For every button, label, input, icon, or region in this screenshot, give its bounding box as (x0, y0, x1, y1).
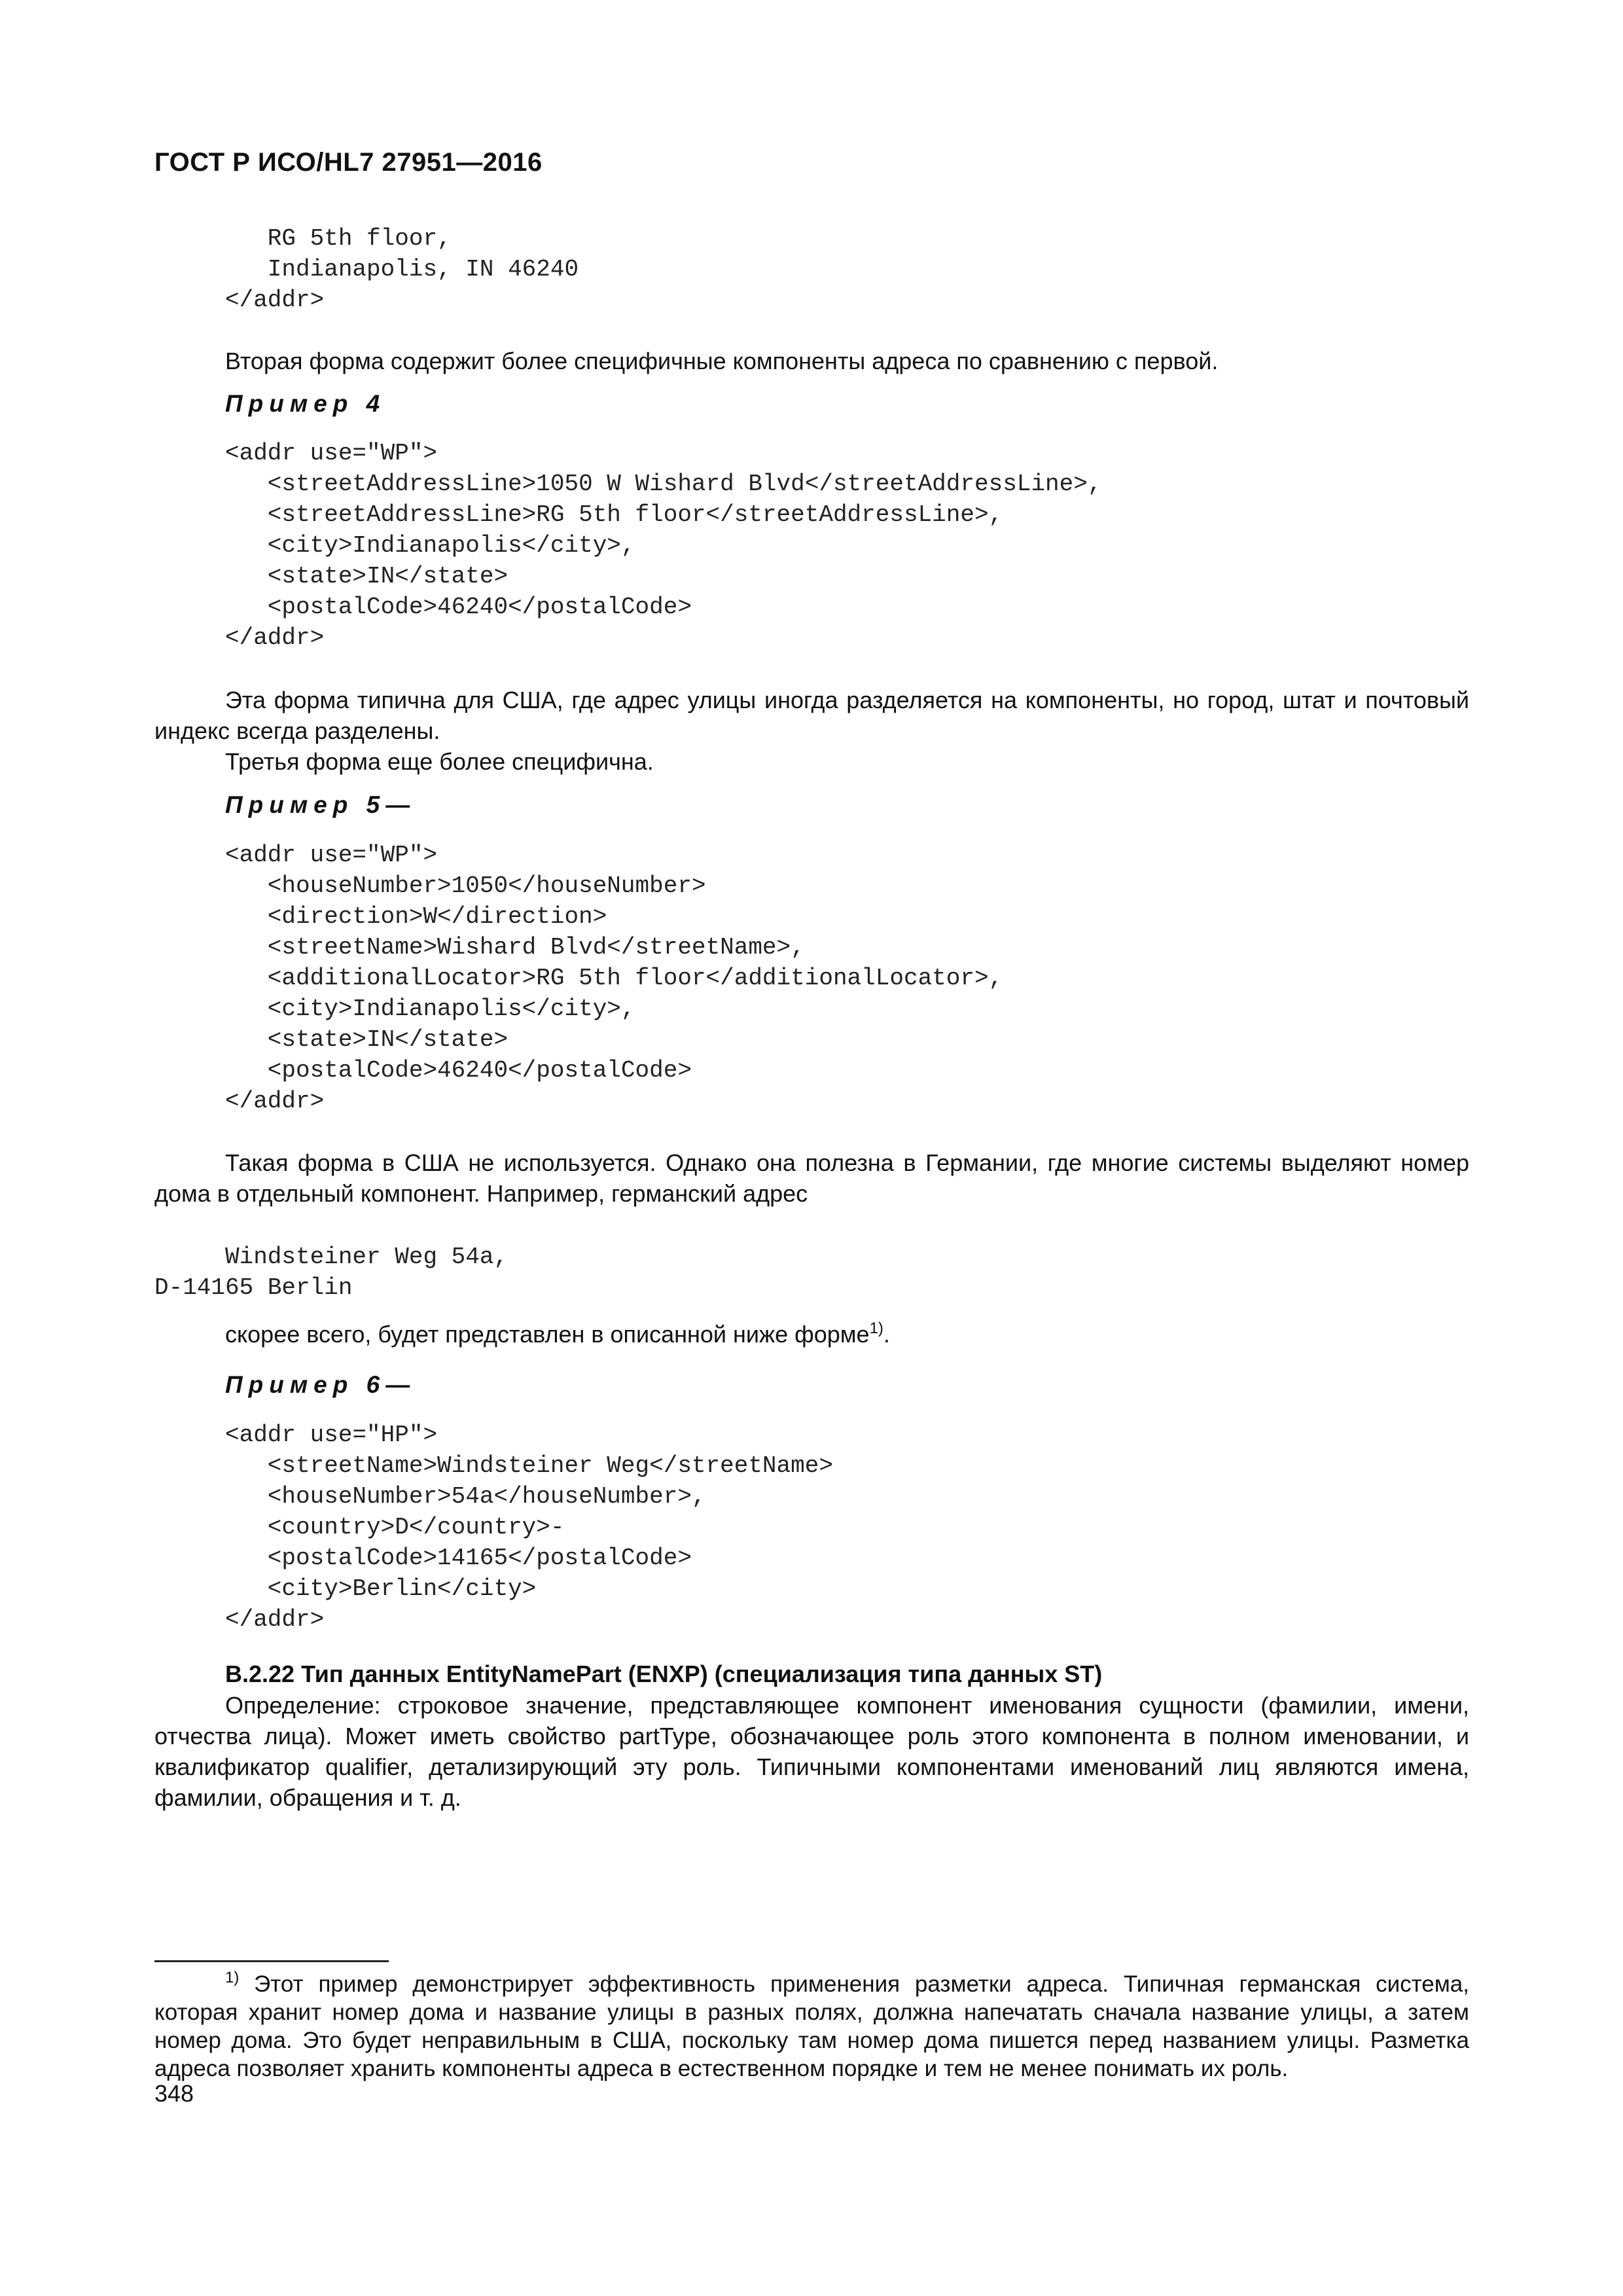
paragraph-likely-form (225, 1319, 1469, 1350)
code-line: <state>IN</state> (225, 1026, 508, 1053)
footnote (154, 1970, 1469, 2083)
code-line: </addr> (225, 287, 325, 314)
paragraph-third-form: Третья форма еще более специфична. (225, 748, 654, 775)
section-heading: B.2.22 Тип данных EntityNamePart (ENXP) (специализация типа данных ST) (225, 1660, 1103, 1687)
paragraph-text: скорее всего, будет представлен в описанной ниже форме (225, 1321, 870, 1348)
code-line: <streetName>Wishard Blvd</streetName>, (225, 934, 805, 961)
paragraph-end: . (883, 1321, 890, 1348)
footnote-reference: 1) (869, 1319, 883, 1337)
code-line: <direction>W</direction> (225, 903, 607, 930)
code-line: Windsteiner Weg 54a, (225, 1244, 508, 1270)
page-number: 348 (154, 2080, 194, 2107)
code-line: <postalCode>46240</postalCode> (225, 1057, 692, 1084)
code-line: <addr use="WP"> (225, 440, 438, 467)
footnote-divider (154, 1960, 389, 1962)
example-5-label (225, 791, 410, 819)
example-label: Пример 5 (225, 791, 386, 818)
code-line: </addr> (225, 1088, 325, 1115)
footnote-mark: 1) (225, 1969, 240, 1986)
code-block-example-6 (225, 1420, 833, 1635)
code-line: <streetAddressLine>RG 5th floor</streetAddressLine>, (225, 501, 1003, 528)
code-line: <city>Berlin</city> (225, 1575, 537, 1602)
code-block-example-4 (225, 438, 1101, 653)
example-label: Пример 6 (225, 1371, 386, 1398)
example-6-label (225, 1371, 410, 1399)
code-block-address-end (225, 223, 579, 315)
example-label: Пример 4 (225, 390, 386, 417)
code-line: <city>Indianapolis</city>, (225, 532, 635, 559)
code-line: <additionalLocator>RG 5th floor</additionalLocator>, (225, 965, 1003, 992)
code-block-german-address (154, 1242, 508, 1303)
code-line: Indianapolis, IN 46240 (225, 256, 579, 283)
code-line: RG 5th floor, (225, 225, 452, 252)
code-line: D-14165 Berlin (154, 1274, 353, 1301)
document-header: ГОСТ Р ИСО/HL7 27951—2016 (154, 148, 543, 177)
code-line: </addr> (225, 1606, 325, 1633)
example-dash: — (385, 791, 410, 818)
example-dash: — (385, 1371, 410, 1398)
code-line: <houseNumber>1050</houseNumber> (225, 872, 706, 899)
code-line: <postalCode>46240</postalCode> (225, 594, 692, 620)
paragraph-germany: Такая форма в США не используется. Однако она полезна в Германии, где многие системы выделяют номер дома в отдельный компонент. Например, германский адрес (154, 1149, 1469, 1207)
code-line: </addr> (225, 624, 325, 651)
code-line: <state>IN</state> (225, 563, 508, 590)
code-line: <country>D</country>- (225, 1514, 565, 1541)
code-line: <streetAddressLine>1050 W Wishard Blvd</streetAddressLine>, (225, 471, 1102, 497)
code-line: <houseNumber>54a</houseNumber>, (225, 1483, 706, 1510)
code-line: <streetName>Windsteiner Weg</streetName> (225, 1452, 833, 1479)
paragraph-us-form: Эта форма типична для США, где адрес улицы иногда разделяется на компоненты, но город, штат и почтовый индекс всегда разделены. (154, 687, 1469, 744)
code-line: <addr use="WP"> (225, 842, 438, 869)
example-4-label (225, 390, 385, 418)
code-line: <addr use="HP"> (225, 1422, 438, 1448)
code-line: <city>Indianapolis</city>, (225, 996, 635, 1022)
paragraph-second-form: Вторая форма содержит более специфичные компоненты адреса по сравнению с первой. (225, 348, 1219, 374)
code-block-example-5 (225, 840, 1003, 1117)
section-body: Определение: строковое значение, представляющее компонент именования сущности (фамилии, имени, отчества лица). Может иметь свойство partType, обозначающее роль этого компонента в полном именовании, и квалификатор qualifier, детализирующий эту роль. Типичными компонентами именований лиц являются имена, фамилии, обращения и т. д. (154, 1692, 1469, 1811)
code-line: <postalCode>14165</postalCode> (225, 1545, 692, 1571)
footnote-text: Этот пример демонстрирует эффективность применения разметки адреса. Типичная германская система, которая хранит номер дома и название улицы в разных полях, должна напечатать сначала название улицы, а затем номер дома. Это будет неправильным в США, поскольку там номер дома пишется перед названием улицы. Разметка адреса позволяет хранить компоненты адреса в естественном порядке и тем не менее понимать их роль. (154, 1971, 1469, 2081)
